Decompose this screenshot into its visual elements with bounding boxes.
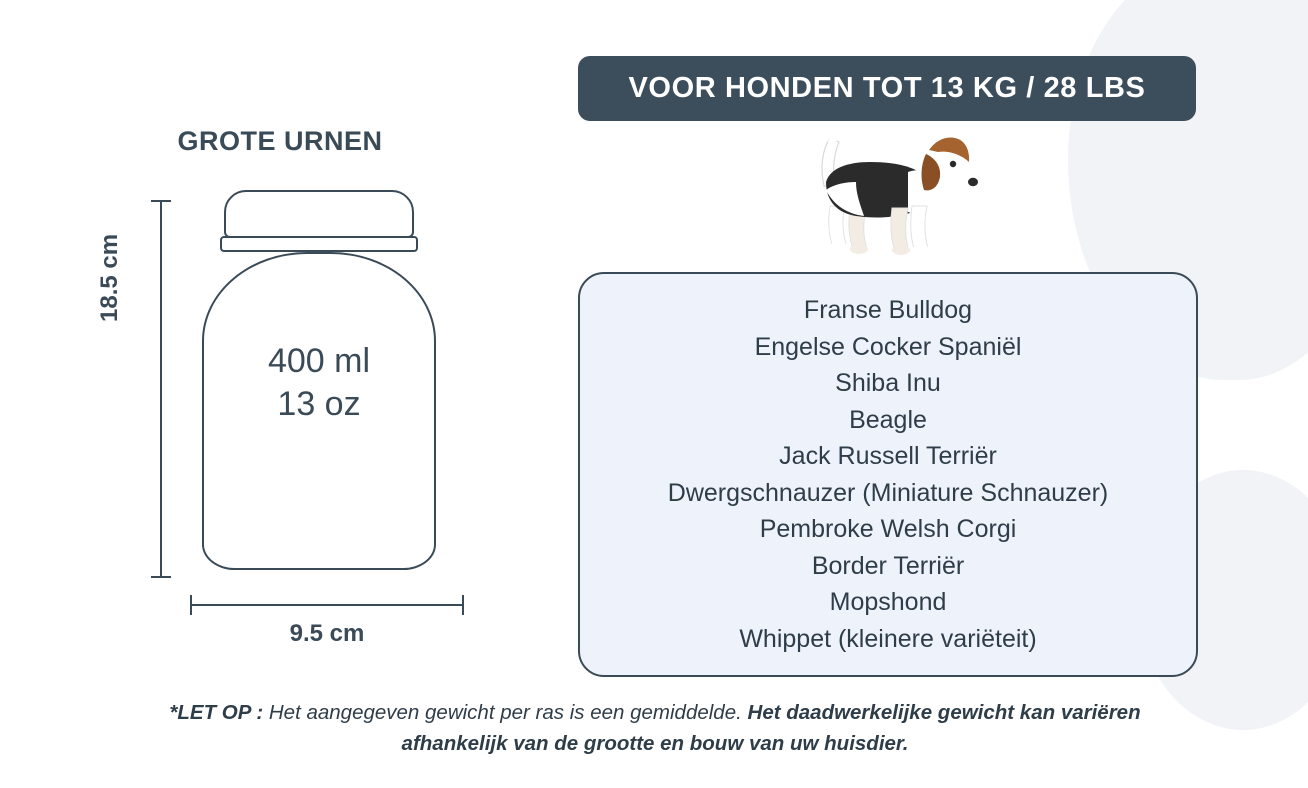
urn-volume-ml: 400 ml	[267, 342, 371, 380]
urn-illustration	[196, 190, 464, 580]
width-dimension-line	[190, 604, 464, 606]
list-item: Mopshond	[829, 588, 947, 616]
list-item: Jack Russell Terriër	[779, 442, 997, 470]
list-item: Beagle	[849, 405, 927, 434]
height-dimension-label: 18.5 cm	[96, 233, 123, 322]
list-item: Franse Bulldog	[803, 296, 973, 324]
urn-lid-shape	[224, 190, 414, 238]
urn-size-title: GROTE URNEN	[177, 126, 383, 156]
urn-diagram-panel	[0, 0, 560, 700]
list-item: Dwergschnauzer (Miniature Schnauzer)	[667, 478, 1109, 507]
list-item: Engelse Cocker Spaniël	[754, 332, 1022, 361]
footnote-text: Het aangegeven gewicht per ras is een gemiddelde.	[263, 701, 748, 724]
list-item: Whippet (kleinere variëteit)	[739, 624, 1037, 653]
breed-list-box	[578, 272, 1198, 677]
width-dimension-label: 9.5 cm	[289, 620, 365, 647]
weight-banner	[578, 56, 1196, 121]
weight-banner-label: VOOR HONDEN TOT 13 KG / 28 LBS	[628, 72, 1146, 104]
urn-volume-text	[202, 340, 436, 425]
footnote	[150, 698, 1160, 760]
urn-volume-oz: 13 oz	[277, 384, 361, 423]
footnote-lead: *LET OP :	[169, 701, 264, 724]
urn-neck-shape	[220, 236, 418, 252]
list-item: Pembroke Welsh Corgi	[759, 515, 1017, 543]
footnote-emphasis: Het daadwerkelijke gewicht kan variëren afhankelijk van de grootte en bouw van uw huisdier.	[401, 701, 1141, 755]
list-item: Shiba Inu	[835, 369, 941, 397]
height-dimension-line	[160, 200, 162, 578]
list-item: Border Terriër	[811, 551, 965, 580]
beagle-dog-illustration-icon	[790, 120, 980, 270]
